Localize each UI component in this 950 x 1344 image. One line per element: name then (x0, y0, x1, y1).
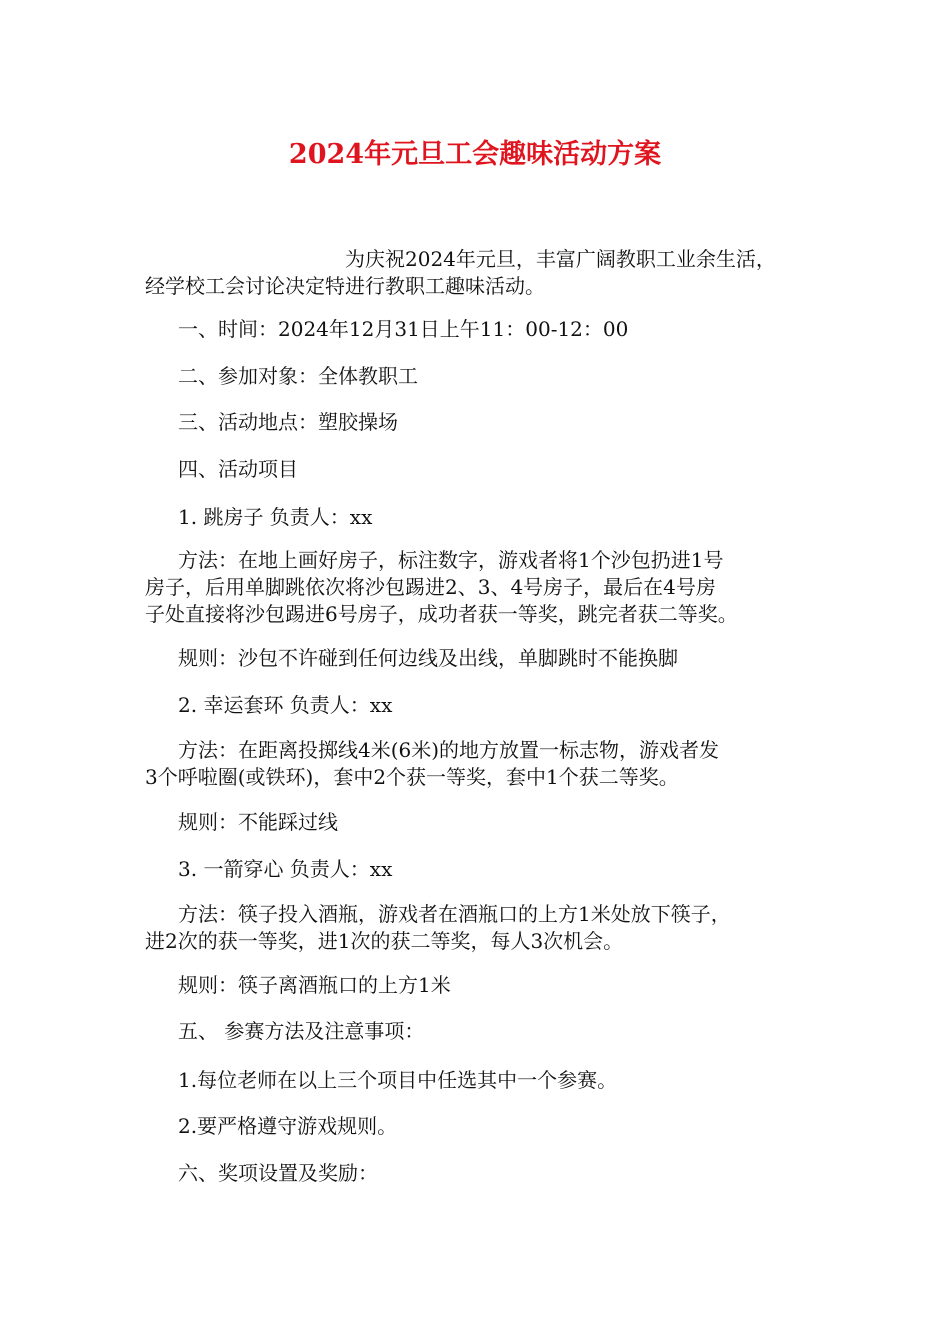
intro-paragraph (145, 246, 817, 300)
item2-method (145, 737, 817, 791)
section5-heading: 五、 参赛方法及注意事项： (178, 1019, 425, 1043)
item2-heading: 2. 幸运套环 负责人：xx (178, 693, 393, 717)
item1-heading: 1. 跳房子 负责人：xx (178, 505, 373, 529)
item3-heading: 3. 一箭穿心 负责人：xx (178, 857, 393, 881)
section5-item-2: 2.要严格遵守游戏规则。 (178, 1114, 398, 1138)
intro-line-1: 为庆祝2024年元旦，丰富广阔教职工业余生活， (345, 247, 776, 271)
item2-method-line-1: 方法：在距离投掷线4米(6米)的地方放置一标志物，游戏者发 (178, 738, 720, 762)
intro-line-2: 经学校工会讨论决定特进行教职工趣味活动。 (145, 274, 545, 298)
item1-method-line-3: 子处直接将沙包踢进6号房子，成功者获一等奖，跳完者获二等奖。 (145, 602, 738, 626)
section5-item-1: 1.每位老师在以上三个项目中任选其中一个参赛。 (178, 1068, 618, 1092)
item3-method-line-2: 进2次的获一等奖，进1次的获二等奖，每人3次机会。 (145, 929, 624, 953)
item2-rule: 规则：不能踩过线 (178, 810, 338, 834)
item2-method-line-2: 3个呼啦圈(或铁环)，套中2个获一等奖，套中1个获二等奖。 (145, 765, 679, 789)
time-line: 一、时间：2024年12月31日上午11：00-12：00 (178, 317, 629, 341)
item1-rule: 规则：沙包不许碰到任何边线及出线，单脚跳时不能换脚 (178, 646, 678, 670)
item1-method-line-1: 方法：在地上画好房子，标注数字，游戏者将1个沙包扔进1号 (178, 548, 724, 572)
item3-rule: 规则：筷子离酒瓶口的上方1米 (178, 973, 451, 997)
item1-method-line-2: 房子，后用单脚跳依次将沙包踢进2、3、4号房子，最后在4号房 (145, 575, 716, 599)
location-line: 三、活动地点：塑胶操场 (178, 410, 398, 434)
section6-heading: 六、奖项设置及奖励： (178, 1161, 378, 1185)
document-title: 2024年元旦工会趣味活动方案 (288, 139, 662, 170)
item3-method (145, 901, 817, 955)
item3-method-line-1: 方法：筷子投入酒瓶，游戏者在酒瓶口的上方1米处放下筷子， (178, 902, 731, 926)
items-heading: 四、活动项目 (178, 457, 298, 481)
participants-line: 二、参加对象：全体教职工 (178, 364, 418, 388)
item1-method (145, 547, 817, 628)
